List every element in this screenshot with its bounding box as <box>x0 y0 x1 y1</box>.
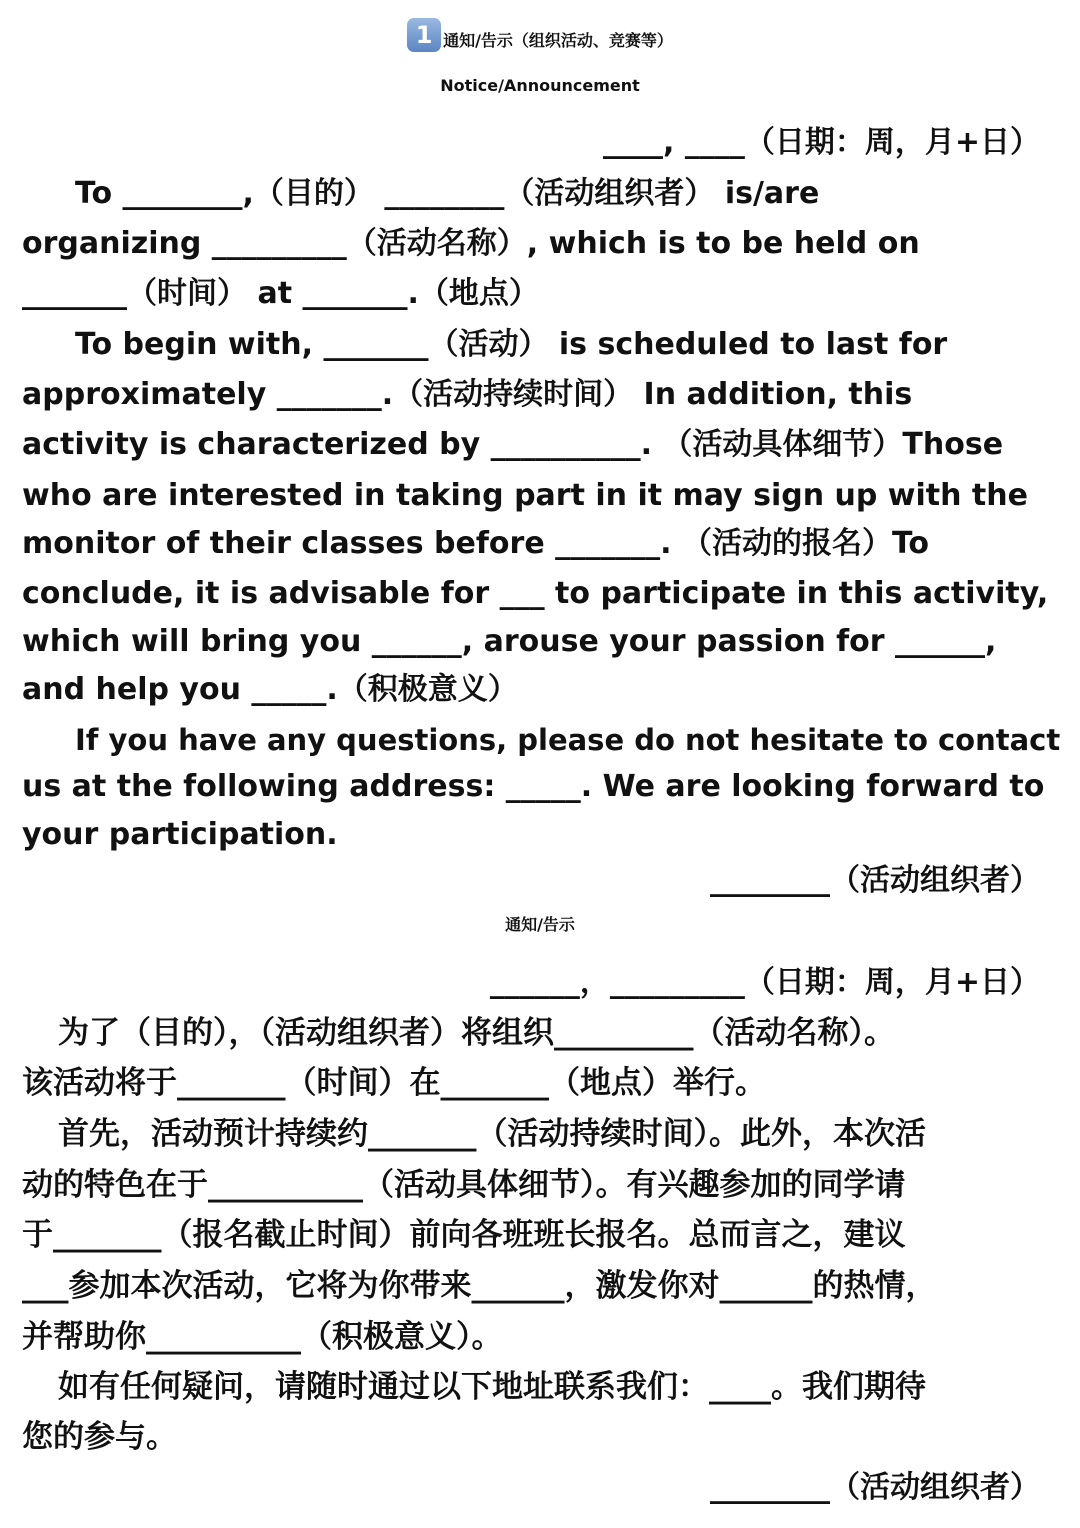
chinese-line: 动的特色在于__________（活动具体细节）。有兴趣参加的同学请 <box>22 1167 906 1203</box>
english-line: _______（时间） at _______.（地点） <box>22 276 539 311</box>
chinese-line: 于_______（报名截止时间）前向各班班长报名。总而言之，建议 <box>22 1217 906 1253</box>
chinese-heading: 通知/告示 <box>505 915 575 934</box>
chinese-line: 该活动将于_______（时间）在_______（地点）举行。 <box>22 1065 766 1101</box>
chinese-signature: ________（活动组织者） <box>710 1470 1040 1505</box>
chinese-line: 为了（目的），（活动组织者）将组织_________（活动名称）。 <box>58 1015 895 1051</box>
english-line: conclude, it is advisable for ___ to participate in this activity, <box>22 576 1049 611</box>
english-line: If you have any questions, please do not hesitate to contact <box>75 723 1061 757</box>
english-line: To begin with, _______（活动） is scheduled to last for <box>75 327 948 362</box>
english-signature: ________（活动组织者） <box>710 863 1040 898</box>
english-line: and help you _____.（积极意义） <box>22 672 518 707</box>
english-date-line: ____, ____（日期：周，月+日） <box>603 125 1040 160</box>
english-line: monitor of their classes before _______. （活动的报名）To <box>22 526 930 561</box>
title <box>0 18 1080 52</box>
chinese-date-line: ______，_________（日期：周，月+日） <box>489 965 1040 1000</box>
chinese-line: 首先，活动预计持续约_______（活动持续时间）。此外，本次活 <box>58 1116 926 1152</box>
english-line: approximately _______.（活动持续时间） In addition, this <box>22 377 913 412</box>
english-line: which will bring you ______, arouse your passion for ______, <box>22 624 997 659</box>
chinese-line: 并帮助你__________（积极意义）。 <box>22 1319 503 1355</box>
chinese-line: ___参加本次活动，它将为你带来______，激发你对______的热情， <box>22 1268 937 1304</box>
subtitle: Notice/Announcement <box>440 76 640 95</box>
english-line: who are interested in taking part in it may sign up with the <box>22 478 1028 513</box>
english-line: organizing _________（活动名称）, which is to be held on <box>22 226 920 261</box>
english-line: your participation. <box>22 817 338 852</box>
english-line: activity is characterized by __________. （活动具体细节）Those <box>22 427 1004 462</box>
title-text: 通知/告示（组织活动、竞赛等） <box>443 31 673 50</box>
english-line: To ________,（目的） ________（活动组织者） is/are <box>75 176 820 211</box>
chinese-line: 您的参与。 <box>22 1419 177 1455</box>
keycap-one-icon: 1 <box>407 18 441 52</box>
english-line: us at the following address: _____. We are looking forward to <box>22 769 1045 804</box>
chinese-line: 如有任何疑问，请随时通过以下地址联系我们：____。我们期待 <box>58 1369 926 1405</box>
